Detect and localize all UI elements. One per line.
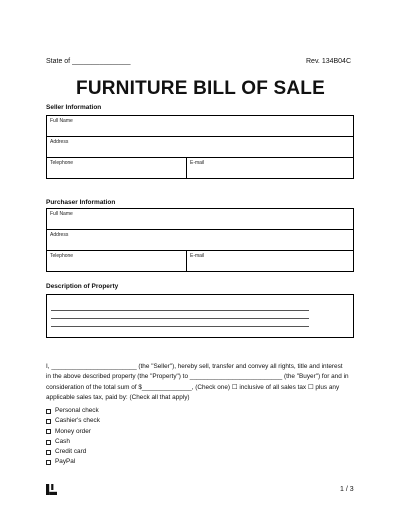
- divider: [46, 250, 354, 251]
- checkbox[interactable]: [46, 429, 51, 434]
- payment-option[interactable]: [46, 437, 100, 447]
- seller-email-field[interactable]: E-mail: [190, 160, 205, 166]
- payment-option-label: Credit card: [55, 448, 87, 456]
- agreement-line: I, ________________________ (the "Seller"), hereby sell, transfer and convey all rights, title and interest: [46, 363, 343, 370]
- payment-option[interactable]: [46, 406, 100, 416]
- seller-section-heading: Seller Information: [46, 104, 102, 111]
- payment-option-label: Cash: [55, 437, 70, 445]
- purchaser-address-field[interactable]: Address: [50, 232, 69, 238]
- divider: [186, 250, 187, 272]
- divider: [46, 157, 354, 158]
- agreement-line: in the above described property (the "Property") to __________________________ (the "Buyer") for and in: [46, 373, 349, 381]
- property-section-heading: Description of Property: [46, 283, 119, 290]
- seller-full-name-field[interactable]: Full Name: [50, 118, 73, 124]
- payment-option-label: Personal check: [55, 407, 99, 414]
- agreement-line: consideration of the total sum of $______________, (Check one) ☐ inclusive of all sales tax ☐ plus any: [46, 383, 340, 391]
- purchaser-section-heading: Purchaser Information: [46, 199, 116, 206]
- property-line[interactable]: [51, 326, 309, 327]
- state-field[interactable]: State of _______________: [46, 58, 131, 65]
- property-line[interactable]: [51, 310, 309, 311]
- payment-option[interactable]: [46, 457, 100, 467]
- checkbox[interactable]: [46, 440, 51, 445]
- payment-method-list: [46, 406, 100, 468]
- sale-agreement-paragraph: [46, 362, 360, 404]
- payment-option-label: Money order: [55, 427, 91, 435]
- payment-option[interactable]: [46, 447, 100, 457]
- purchaser-email-field[interactable]: E-mail: [190, 253, 205, 259]
- checkbox[interactable]: [46, 409, 51, 414]
- payment-option[interactable]: [46, 416, 100, 426]
- seller-telephone-field[interactable]: Telephone: [50, 160, 74, 166]
- revision-label: Rev. 134B04C: [306, 58, 352, 65]
- page-title: FURNITURE BILL OF SALE: [76, 78, 325, 99]
- payment-option[interactable]: [46, 427, 100, 437]
- divider: [46, 136, 354, 137]
- page-number: 1 / 3: [340, 486, 354, 493]
- seller-address-field[interactable]: Address: [50, 139, 69, 145]
- checkbox[interactable]: [46, 460, 51, 465]
- document-logo-icon: [46, 484, 57, 495]
- divider: [186, 157, 187, 179]
- checkbox[interactable]: [46, 419, 51, 424]
- purchaser-telephone-field[interactable]: Telephone: [50, 253, 74, 259]
- property-description-box[interactable]: [46, 294, 354, 338]
- payment-option-label: PayPal: [55, 458, 76, 466]
- divider: [46, 229, 354, 230]
- seller-info-box: [46, 115, 354, 179]
- purchaser-info-box: [46, 208, 354, 272]
- checkbox[interactable]: [46, 450, 51, 455]
- property-line[interactable]: [51, 318, 309, 319]
- payment-option-label: Cashier's check: [55, 417, 100, 425]
- agreement-line: applicable sales tax, paid by: (Check all that apply): [46, 394, 190, 402]
- purchaser-full-name-field[interactable]: Full Name: [50, 211, 73, 217]
